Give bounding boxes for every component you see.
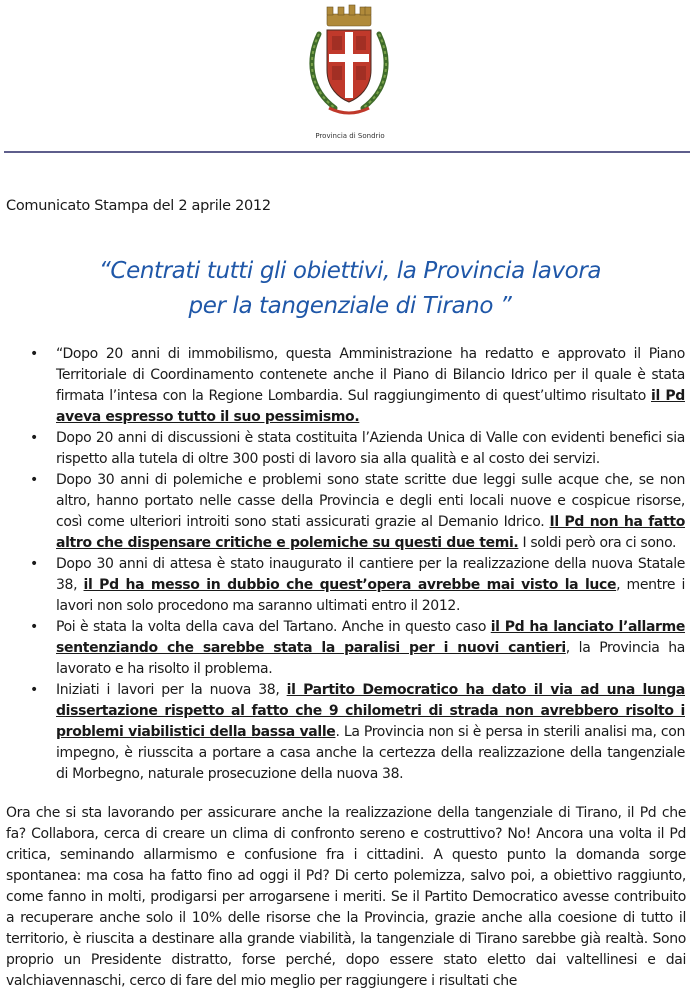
- bullet-item: • Dopo 30 anni di polemiche e problemi sono state scritte due leggi sulle acque che, se non altro, hanno portato nelle casse della Provincia e degli enti locali nuove e cospicue risorse, così come ulteriori introiti sono stati assicurati grazie al Demanio Idrico. Il Pd non ha fatto altro che dispensare critiche e polemiche su questi due temi. I soldi però ora ci sono.: [30, 472, 685, 551]
- bullet-dot-icon: •: [30, 430, 38, 446]
- bullet-item: • Poi è stata la volta della cava del Tartano. Anche in questo caso il Pd ha lanciato l’allarme sentenziando che sarebbe stata la paralisi per i nuovi cantieri, la Provincia ha lavorato e ha risolto il problema.: [30, 619, 685, 677]
- header-divider: [4, 151, 690, 153]
- closing-paragraph: Ora che si sta lavorando per assicurare anche la realizzazione della tangenziale di Tirano, il Pd che fa? Collabora, cerca di creare un clima di confronto sereno e costruttivo? No! Ancora una volta il Pd critica, seminando allarmismo e confusione fra i cittadini. A questo punto la domanda sorge spontanea: ma cosa ha fatto fino ad oggi il Pd? Di certo polemizza, salvo poi, a obiettivo raggiunto, come fanno in molti, prodigarsi per arrogarsene i meriti. Se il Partito Democratico avesse contribuito a recuperare anche solo il 10% delle risorse che la Provincia, grazie anche alla coesione di tutto il territorio, è riuscita a destinare alla grande viabilità, la tangenziale di Tirano sarebbe già realtà. Sono proprio un Presidente distratto, forse perché, dopo essere stato eletto dai valtellinesi e dai valchiavennaschi, cerco di fare del mio meglio per raggiungere i risultati che: [6, 805, 686, 989]
- headline: [0, 254, 700, 324]
- emphasis: il Pd ha lanciato l’allarme sentenziando che sarebbe stata la paralisi per i nuovi cantieri: [56, 619, 685, 656]
- letterhead: [0, 0, 700, 150]
- press-release-date: Comunicato Stampa del 2 aprile 2012: [6, 198, 271, 214]
- bullet-dot-icon: •: [30, 682, 38, 698]
- provincia-crest-logo: [305, 4, 393, 122]
- bullet-list: [30, 344, 685, 785]
- bullet-dot-icon: •: [30, 556, 38, 572]
- bullet-dot-icon: •: [30, 346, 38, 362]
- bullet-item: • “Dopo 20 anni di immobilismo, questa Amministrazione ha redatto e approvato il Piano Territoriale di Coordinamento contenete anche il Piano di Bilancio Idrico per il quale è stata firmata l’intesa con la Regione Lombardia. Sul raggiungimento di quest’ultimo risultato il Pd aveva espresso tutto il suo pessimismo.: [30, 346, 685, 425]
- emphasis: il Pd ha messo in dubbio che quest’opera avrebbe mai visto la luce: [83, 577, 617, 593]
- bullet-item: • Dopo 20 anni di discussioni è stata costituita l’Azienda Unica di Valle con evidenti benefici sia rispetto alla tutela di oltre 300 posti di lavoro sia alla qualità e al costo dei servizi.: [30, 430, 685, 467]
- emphasis: il Partito Democratico ha dato il via ad una lunga dissertazione rispetto al fatto che 9 chilometri di strada non avrebbero risolto i problemi viabilistici della bassa valle: [56, 682, 685, 740]
- headline-line-2: per la tangenziale di Tirano ”: [188, 293, 512, 319]
- crest-caption: Provincia di Sondrio: [315, 132, 385, 140]
- emphasis: Il Pd non ha fatto altro che dispensare critiche e polemiche su questi due temi.: [56, 514, 685, 551]
- bullet-dot-icon: •: [30, 472, 38, 488]
- emphasis: il Pd aveva espresso tutto il suo pessimismo.: [56, 388, 685, 425]
- bullet-dot-icon: •: [30, 619, 38, 635]
- bullet-item: • Iniziati i lavori per la nuova 38, il Partito Democratico ha dato il via ad una lunga dissertazione rispetto al fatto che 9 chilometri di strada non avrebbero risolto i problemi viabilistici della bassa valle. La Provincia non si è persa in sterili analisi ma, con impegno, è riusscita a portare a casa anche la certezza della realizzazione della tangenziale di Morbegno, naturale prosecuzione della nuova 38.: [30, 682, 685, 782]
- headline-line-1: “Centrati tutti gli obiettivi, la Provincia lavora: [98, 258, 602, 284]
- bullet-item: • Dopo 30 anni di attesa è stato inaugurato il cantiere per la realizzazione della nuova Statale 38, il Pd ha messo in dubbio che quest’opera avrebbe mai visto la luce, mentre i lavori non solo procedono ma saranno ultimati entro il 2012.: [30, 556, 685, 614]
